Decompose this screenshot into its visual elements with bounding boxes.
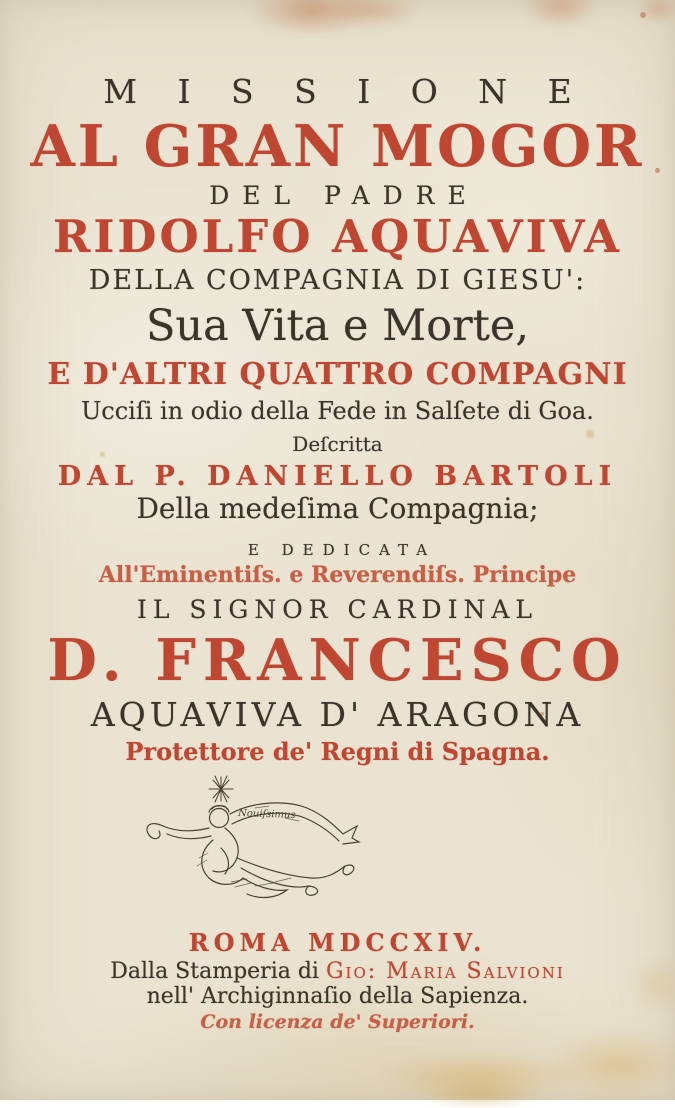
- engraved-vignette: [0, 774, 675, 922]
- imprint-licenza: Con licenza de' Superiori.: [200, 1011, 475, 1033]
- title-ridolfo-aquaviva: RIDOLFO AQUAVIVA: [52, 210, 623, 263]
- title-eminentiss: All'Eminentiſs. e Reverendiſs. Principe: [98, 562, 577, 588]
- title-bartoli: DAL P. DANIELLO BARTOLI: [57, 461, 618, 492]
- banner-text: Nouiſsimus: [237, 808, 296, 822]
- title-medesima: Della medeſima Compagnia;: [136, 492, 539, 525]
- imprint-archiginnasio: nell' Archiginnaſio della Sapienza.: [146, 984, 529, 1009]
- title-missione: M I S S I O N E: [103, 72, 587, 111]
- title-uccisi: Ucciſi in odio della Fede in Salſete di Goa.: [81, 397, 594, 425]
- imprint-roma-date: ROMA MDCCXIV.: [188, 928, 487, 957]
- title-sua-vita: Sua Vita e Morte,: [145, 301, 530, 351]
- title-d-francesco: D. FRANCESCO: [47, 627, 628, 694]
- imprint-stamperia-prefix: Dalla Stamperia di: [110, 959, 326, 984]
- title-del-padre: DEL PADRE: [209, 181, 479, 210]
- title-signor-cardinal: IL SIGNOR CARDINAL: [137, 595, 538, 624]
- title-descritta: Deſcritta: [292, 432, 383, 456]
- title-della-compagnia: DELLA COMPAGNIA DI GIESU':: [88, 265, 587, 296]
- title-quattro-compagni: E D'ALTRI QUATTRO COMPAGNI: [47, 357, 628, 392]
- title-al-gran-mogor: AL GRAN MOGOR: [30, 113, 645, 180]
- putto-banner-engraving-icon: [135, 774, 425, 922]
- title-e-dedicata: E DEDICATA: [247, 541, 437, 559]
- title-protettore: Protettore de' Regni di Spagna.: [125, 737, 550, 766]
- imprint-stamperia: [0, 959, 675, 984]
- imprint-printer-name: Gio: Maria Salvioni: [325, 959, 565, 984]
- title-aquaviva-aragona: AQUAVIVA D' ARAGONA: [90, 695, 585, 734]
